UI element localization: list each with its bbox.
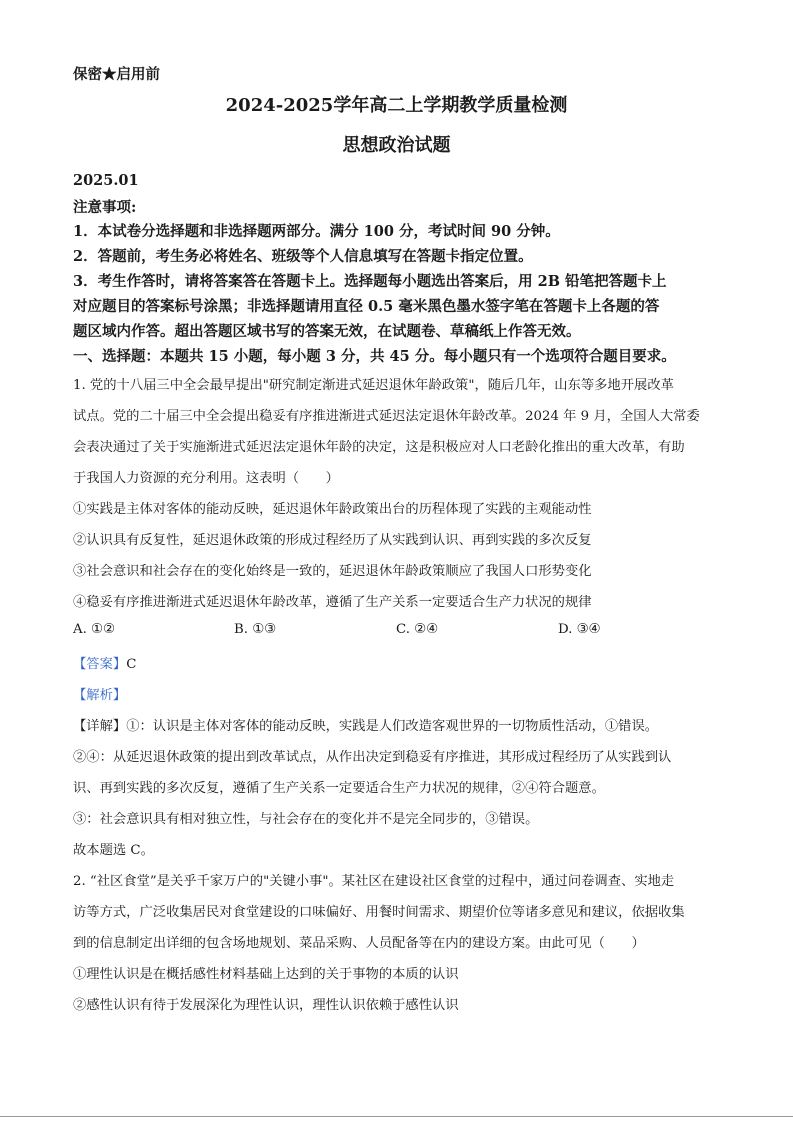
q1-statement: ②认识具有反复性，延迟退休政策的形成过程经历了从实践到认识、再到实践的多次反复 [73, 533, 592, 548]
section-heading: 一、选择题：本题共 15 小题，每小题 3 分，共 45 分。每小题只有一个选项符合题目要求。 [73, 348, 676, 365]
secret-label: 保密★启用前 [73, 66, 160, 83]
q1-statement: ③社会意识和社会存在的变化始终是一致的，延迟退休年龄政策顺应了我国人口形势变化 [73, 564, 592, 579]
notice-item: 对应题目的答案标号涂黑；非选择题请用直径 0.5 毫米黑色墨水签字笔在答题卡上各题的答 [73, 298, 660, 315]
q2-stem-line: 访等方式，广泛收集居民对食堂建设的口味偏好、用餐时间需求、期望价位等诸多意见和建议，依据收集 [73, 905, 685, 920]
q1-detail-line: ③：社会意识具有相对独立性，与社会存在的变化并不是完全同步的，③错误。 [73, 812, 539, 827]
q1-stem-line: 试点。党的二十届三中全会提出稳妥有序推进渐进式延迟法定退休年龄改革。2024 年 9 月，全国人大常委 [73, 409, 700, 424]
detail-text: ①：认识是主体对客体的能动反映，实践是人们改造客观世界的一切物质性活动，①错误。 [126, 719, 659, 734]
q1-stem-line: 于我国人力资源的充分利用。这表明（ ） [73, 471, 339, 486]
q1-detail-line: ②④：从延迟退休政策的提出到改革试点，从作出决定到稳妥有序推进，其形成过程经历了从实践到认 [73, 750, 672, 765]
exam-subtitle: 思想政治试题 [342, 135, 451, 156]
notice-heading: 注意事项: [73, 199, 137, 216]
q1-statement: ④稳妥有序推进渐进式延迟退休年龄改革，遵循了生产关系一定要适合生产力状况的规律 [73, 595, 592, 610]
q1-stem-line: 1. 党的十八届三中全会最早提出"研究制定渐进式延迟退休年龄政策"，随后几年，山东等多地开展改革 [73, 378, 674, 393]
notice-item: 1．本试卷分选择题和非选择题两部分。满分 100 分，考试时间 90 分钟。 [73, 223, 560, 240]
exam-date: 2025.01 [73, 172, 139, 189]
analysis-tag: 【解析】 [73, 688, 127, 703]
q2-stem-line: 2. “社区食堂”是关乎千家万户的"关键小事"。某社区在建设社区食堂的过程中，通过问卷调查、实地走 [73, 874, 675, 889]
q1-option-c: C. ②④ [396, 622, 438, 637]
q1-detail-line [73, 715, 658, 734]
notice-item: 3．考生作答时，请将答案答在答题卡上。选择题每小题选出答案后，用 2B 铅笔把答题卡上 [73, 273, 667, 290]
page-bottom-divider [0, 1116, 793, 1117]
q1-statement: ①实践是主体对客体的能动反映，延迟退休年龄政策出台的历程体现了实践的主观能动性 [73, 502, 592, 517]
answer-tag: 【答案】 [73, 657, 127, 672]
detail-tag: 【详解】 [73, 719, 127, 734]
q1-option-d: D. ③④ [558, 622, 601, 637]
q1-option-a: A. ①② [73, 622, 115, 637]
q1-detail-line: 识、再到实践的多次反复，遵循了生产关系一定要适合生产力状况的规律，②④符合题意。 [73, 781, 605, 796]
exam-title: 2024-2025学年高二上学期教学质量检测 [225, 95, 568, 116]
q1-stem-line: 会表决通过了关于实施渐进式延迟法定退休年龄的决定，这是积极应对人口老龄化推出的重大改革，有助 [73, 440, 685, 455]
q1-option-b: B. ①③ [234, 622, 277, 637]
q1-detail-line: 故本题选 C。 [73, 843, 154, 858]
q1-answer [73, 653, 136, 672]
notice-item: 题区域内作答。超出答题区域书写的答案无效，在试题卷、草稿纸上作答无效。 [73, 323, 581, 340]
notice-item: 2．答题前，考生务必将姓名、班级等个人信息填写在答题卡指定位置。 [73, 248, 533, 265]
q2-statement: ①理性认识是在概括感性材料基础上达到的关于事物的本质的认识 [73, 967, 459, 982]
q2-stem-line: 到的信息制定出详细的包含场地规划、菜品采购、人员配备等在内的建设方案。由此可见（ ） [73, 936, 645, 951]
answer-value: C [126, 657, 137, 672]
q2-statement: ②感性认识有待于发展深化为理性认识，理性认识依赖于感性认识 [73, 998, 459, 1013]
